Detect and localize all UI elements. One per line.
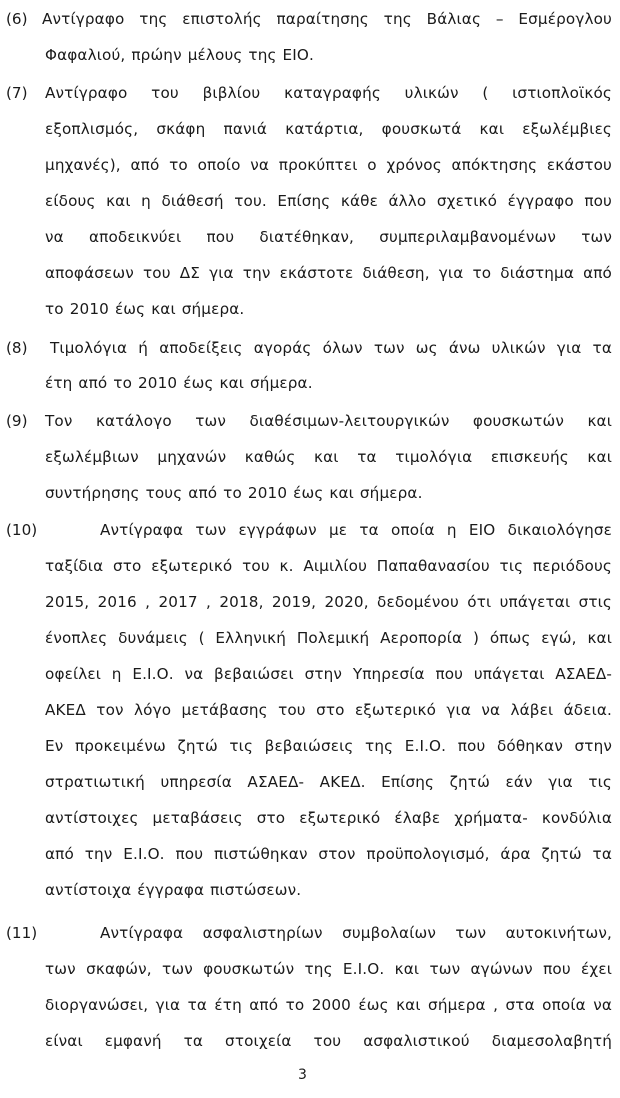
text-line: το 2010 έως και σήμερα.: [45, 300, 245, 318]
text-line: Αντίγραφο της επιστολής παραίτησης της Βάλιας – Εσμέρογλου: [42, 10, 612, 28]
text-line: ένοπλες δυνάμεις ( Ελληνική Πολεμική Αεροπορία ) όπως εγώ, και: [45, 629, 612, 647]
text-line: Αντίγραφο του βιβλίου καταγραφής υλικών ( ιστιοπλοϊκός: [45, 84, 612, 102]
item-number: (10): [6, 521, 38, 539]
text-line: 2015, 2016 , 2017 , 2018, 2019, 2020, δεδομένου ότι υπάγεται στις: [45, 593, 612, 611]
item-number: (7): [6, 84, 28, 102]
text-line: διοργανώσει, για τα έτη από το 2000 έως και σήμερα , στα οποία να: [45, 996, 612, 1014]
text-line: στρατιωτική υπηρεσία ΑΣΑΕΔ- ΑΚΕΔ. Επίσης ζητώ εάν για τις: [45, 773, 612, 791]
text-line: από την Ε.Ι.Ο. που πιστώθηκαν στον προϋπολογισμό, άρα ζητώ τα: [45, 845, 612, 863]
text-line: Αντίγραφα των εγγράφων με τα οποία η ΕΙΟ δικαιολόγησε: [100, 521, 612, 539]
text-line: Τιμολόγια ή αποδείξεις αγοράς όλων των ως άνω υλικών για τα: [50, 339, 612, 357]
text-line: των σκαφών, των φουσκωτών της Ε.Ι.Ο. και των αγώνων που έχει: [45, 960, 612, 978]
text-line: μηχανές), από το οποίο να προκύπτει ο χρόνος απόκτησης εκάστου: [45, 156, 612, 174]
text-line: είναι εμφανή τα στοιχεία του ασφαλιστικού διαμεσολαβητή: [45, 1032, 612, 1050]
page-number: 3: [298, 1067, 307, 1083]
text-line: οφείλει η Ε.Ι.Ο. να βεβαιώσει στην Υπηρεσία που υπάγεται ΑΣΑΕΔ-: [45, 665, 612, 683]
text-line: αποφάσεων του ΔΣ για την εκάστοτε διάθεση, για το διάστημα από: [45, 264, 612, 282]
text-line: εξοπλισμός, σκάφη πανιά κατάρτια, φουσκωτά και εξωλέμβιες: [45, 120, 612, 138]
text-line: να αποδεικνύει που διατέθηκαν, συμπεριλαμβανομένων των: [45, 228, 612, 246]
text-line: αντίστοιχα έγγραφα πιστώσεων.: [45, 881, 302, 899]
item-number: (11): [6, 924, 38, 942]
text-line: Φαφαλιού, πρώην μέλους της ΕΙΟ.: [45, 46, 314, 64]
text-line: συντήρησης τους από το 2010 έως και σήμερα.: [45, 484, 423, 502]
item-number: (6): [6, 10, 28, 28]
text-line: έτη από το 2010 έως και σήμερα.: [45, 374, 313, 392]
text-line: ταξίδια στο εξωτερικό του κ. Αιμιλίου Παπαθανασίου τις περιόδους: [45, 557, 612, 575]
text-line: είδους και η διάθεσή του. Επίσης κάθε άλλο σχετικό έγγραφο που: [45, 192, 612, 210]
text-line: ΑΚΕΔ τον λόγο μετάβασης του στο εξωτερικό για να λάβει άδεια.: [45, 701, 612, 719]
item-number: (9): [6, 412, 28, 430]
text-line: αντίστοιχες μεταβάσεις στο εξωτερικό έλαβε χρήματα- κονδύλια: [45, 809, 612, 827]
text-line: εξωλέμβιων μηχανών καθώς και τα τιμολόγια επισκευής και: [45, 448, 612, 466]
text-line: Τον κατάλογο των διαθέσιμων-λειτουργικών φουσκωτών και: [45, 412, 612, 430]
text-line: Εν προκειμένω ζητώ τις βεβαιώσεις της Ε.Ι.Ο. που δόθηκαν στην: [45, 737, 612, 755]
item-number: (8): [6, 339, 28, 357]
text-line: Αντίγραφα ασφαλιστηρίων συμβολαίων των αυτοκινήτων,: [100, 924, 612, 942]
